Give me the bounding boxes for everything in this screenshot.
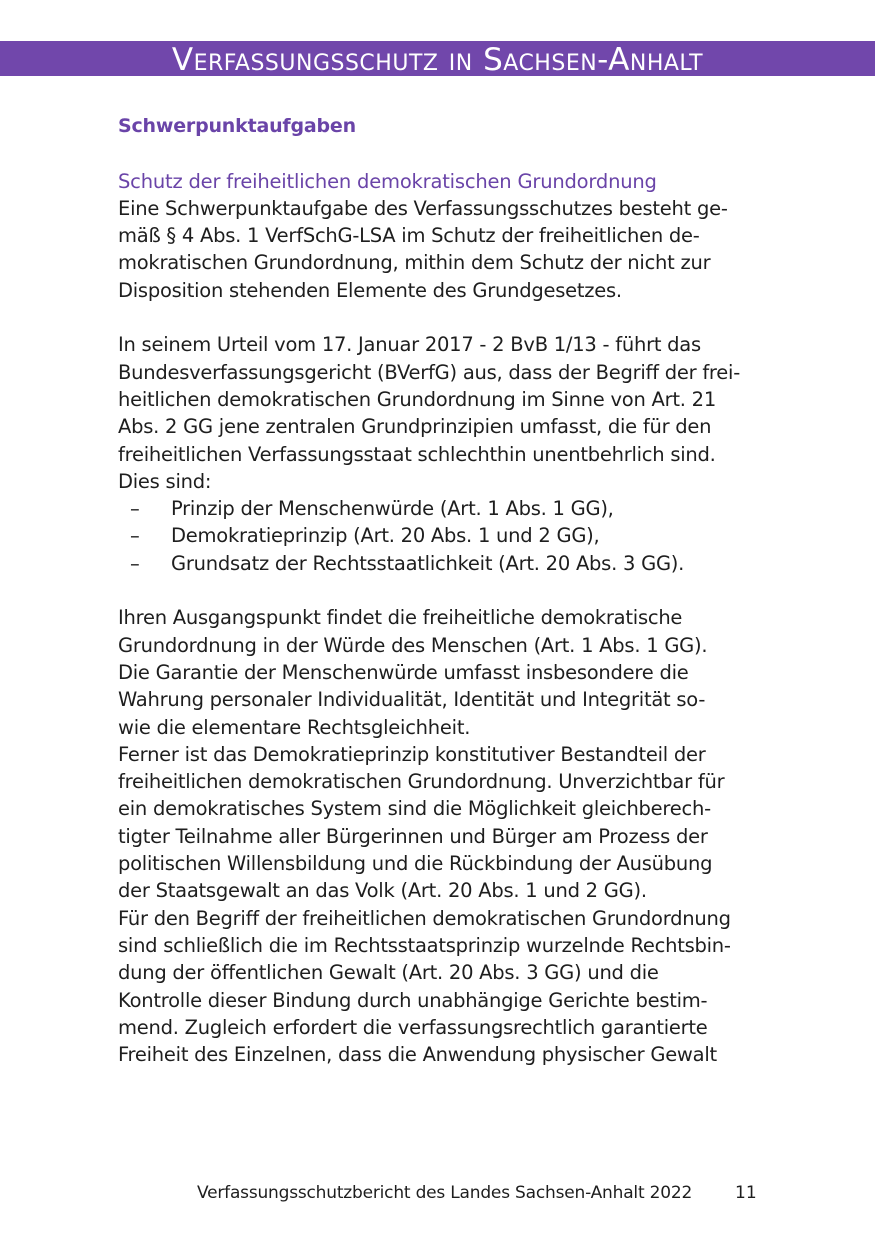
text-line: mokratischen Grundordnung, mithin dem Schutz der nicht zur bbox=[118, 251, 711, 275]
text-line: Für den Begriff der freiheitlichen demokratischen Grundordnung bbox=[118, 906, 731, 930]
list-item-text: Demokratieprinzip (Art. 20 Abs. 1 und 2 GG), bbox=[171, 524, 600, 548]
text-line: mäß § 4 Abs. 1 VerfSchG-LSA im Schutz der freiheitlichen de- bbox=[118, 224, 700, 248]
text-line: Die Garantie der Menschenwürde umfasst insbesondere die bbox=[118, 660, 689, 684]
bullet-dash: – bbox=[130, 551, 140, 575]
text-line: Ferner ist das Demokratieprinzip konstitutiver Bestandteil der bbox=[118, 742, 706, 766]
list-item bbox=[118, 550, 763, 577]
text-line: sind schließlich die im Rechtsstaatsprinzip wurzelnde Rechtsbin- bbox=[118, 933, 731, 957]
page-header-title: Verfassungsschutz in Sachsen-Anhalt bbox=[171, 42, 704, 76]
text-line: Disposition stehenden Elemente des Grundgesetzes. bbox=[118, 278, 622, 302]
text-line: tigter Teilnahme aller Bürgerinnen und Bürger am Prozess der bbox=[118, 824, 708, 848]
bullet-dash: – bbox=[130, 497, 140, 521]
text-line: heitlichen demokratischen Grundordnung im Sinne von Art. 21 bbox=[118, 387, 716, 411]
text-line: ein demokratisches System sind die Möglichkeit gleichberech- bbox=[118, 797, 711, 821]
text-line: Eine Schwerpunktaufgabe des Verfassungsschutzes besteht ge- bbox=[118, 196, 728, 220]
text-line: Freiheit des Einzelnen, dass die Anwendung physischer Gewalt bbox=[118, 1043, 717, 1067]
bullet-dash: – bbox=[130, 524, 140, 548]
text-line: Kontrolle dieser Bindung durch unabhängige Gerichte bestim- bbox=[118, 988, 708, 1012]
paragraph-3 bbox=[118, 604, 763, 1068]
list-item bbox=[118, 495, 763, 522]
text-line: freiheitlichen Verfassungsstaat schlechthin unentbehrlich sind. bbox=[118, 442, 716, 466]
paragraph-gap bbox=[118, 304, 763, 331]
text-line: Wahrung personaler Individualität, Identität und Integrität so- bbox=[118, 688, 706, 712]
main-content bbox=[118, 113, 763, 1068]
text-line: Grundordnung in der Würde des Menschen (Art. 1 Abs. 1 GG). bbox=[118, 633, 708, 657]
text-line: dung der öffentlichen Gewalt (Art. 20 Abs. 3 GG) und die bbox=[118, 961, 659, 985]
text-line: Bundesverfassungsgericht (BVerfG) aus, dass der Begriff der frei- bbox=[118, 360, 740, 384]
header-bar bbox=[0, 41, 875, 76]
text-line: politischen Willensbildung und die Rückbindung der Ausübung bbox=[118, 852, 713, 876]
paragraph-2 bbox=[118, 331, 763, 495]
list-item-text: Prinzip der Menschenwürde (Art. 1 Abs. 1 GG), bbox=[171, 497, 614, 521]
paragraph-1 bbox=[118, 195, 763, 304]
footer-text: Verfassungsschutzbericht des Landes Sachsen-Anhalt 2022 bbox=[197, 1183, 693, 1203]
bullet-list bbox=[118, 495, 763, 577]
text-line: der Staatsgewalt an das Volk (Art. 20 Abs. 1 und 2 GG). bbox=[118, 879, 647, 903]
section-title: Schwerpunktaufgaben bbox=[118, 115, 356, 137]
text-line: Abs. 2 GG jene zentralen Grundprinzipien umfasst, die für den bbox=[118, 415, 712, 439]
paragraph-gap bbox=[118, 577, 763, 604]
list-item-text: Grundsatz der Rechtsstaatlichkeit (Art. 20 Abs. 3 GG). bbox=[171, 551, 685, 575]
page-number: 11 bbox=[735, 1183, 757, 1203]
text-line: Ihren Ausgangspunkt findet die freiheitliche demokratische bbox=[118, 606, 683, 630]
subsection-title: Schutz der freiheitlichen demokratischen Grundordnung bbox=[118, 169, 657, 193]
text-line: freiheitlichen demokratischen Grundordnung. Unverzichtbar für bbox=[118, 770, 725, 794]
list-item bbox=[118, 522, 763, 549]
text-line: wie die elementare Rechtsgleichheit. bbox=[118, 715, 471, 739]
text-line: In seinem Urteil vom 17. Januar 2017 - 2 BvB 1/13 - führt das bbox=[118, 333, 701, 357]
text-line: Dies sind: bbox=[118, 469, 212, 493]
text-line: mend. Zugleich erfordert die verfassungsrechtlich garantierte bbox=[118, 1015, 708, 1039]
page-footer bbox=[0, 1180, 875, 1206]
